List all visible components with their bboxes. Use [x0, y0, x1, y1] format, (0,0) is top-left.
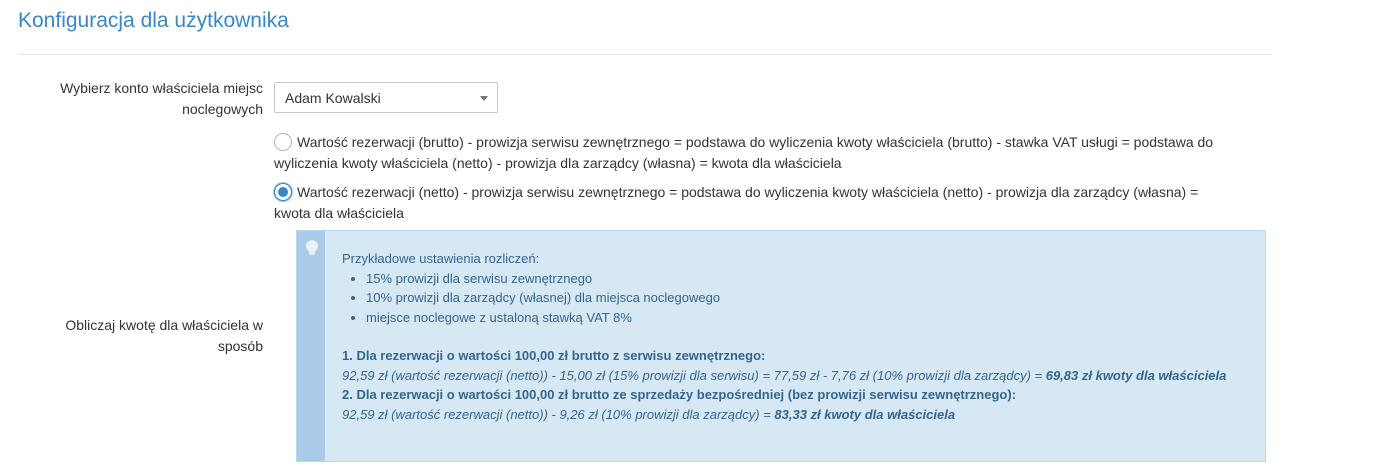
- example-1-calc-text: 92,59 zł (wartość rezerwacji (netto)) - 15,00 zł (15% prowizji dla serwisu) = 77,59 zł - 7,76 zł (10% prowizji dla zarządcy) =: [342, 367, 1046, 383]
- title-divider: [18, 54, 1272, 55]
- owner-select[interactable]: [274, 82, 498, 113]
- example-1-result: 69,83 zł kwoty dla właściciela: [1045, 367, 1227, 383]
- info-heading: Przykładowe ustawienia rozliczeń:: [342, 251, 540, 266]
- list-item: • 10% prowizji dla zarządcy (własnej) dla miejsca noclegowego: [366, 288, 1242, 308]
- list-item: • miejsce noclegowe z ustaloną stawką VAT 8%: [366, 308, 1242, 328]
- lightbulb-icon: [305, 240, 319, 260]
- example-2-title: 2. Dla rezerwacji o wartości 100,00 zł brutto ze sprzedaży bezpośredniej (bez prowizji serwisu zewnętrznego):: [342, 387, 1017, 402]
- example-2-calc-text: 92,59 zł (wartość rezerwacji (netto)) - 9,26 zł (10% prowizji dla zarządcy) =: [342, 406, 775, 422]
- example-2-calculation: [342, 405, 1242, 425]
- example-1-title: 1. Dla rezerwacji o wartości 100,00 zł brutto z serwisu zewnętrznego:: [342, 348, 766, 363]
- calc-option-brutto[interactable]: [274, 132, 1234, 174]
- calc-option-brutto-label: Wartość rezerwacji (brutto) - prowizja serwisu zewnętrznego = podstawa do wyliczenia kwoty właściciela (brutto) - stawka VAT usługi = podstawa do wyliczenia kwoty właściciela (netto) - prowizja dla zarządcy (własna) = kwota dla właściciela: [274, 134, 1214, 171]
- list-item: • 15% prowizji dla serwisu zewnętrznego: [366, 269, 1242, 289]
- info-icon-bar: [297, 231, 325, 461]
- calc-option-netto[interactable]: [274, 182, 1234, 224]
- owner-select-value: Adam Kowalski: [285, 90, 381, 106]
- chevron-down-icon: [480, 96, 488, 101]
- info-box: [296, 230, 1266, 462]
- owner-select-label: Wybierz konto właściciela miejsc noclegowych: [60, 80, 263, 117]
- info-bullets: [342, 269, 1242, 328]
- radio-netto[interactable]: [274, 183, 292, 201]
- example-2-result: 83,33 zł kwoty dla właściciela: [774, 406, 956, 422]
- page-title: Konfiguracja dla użytkownika: [18, 9, 289, 32]
- calc-method-label: Obliczaj kwotę dla właściciela w sposób: [65, 317, 263, 354]
- calc-option-netto-label: Wartość rezerwacji (netto) - prowizja serwisu zewnętrznego = podstawa do wyliczenia kwoty właściciela (netto) - prowizja dla zarządcy (własna) = kwota dla właściciela: [274, 184, 1199, 221]
- info-content: [342, 249, 1242, 424]
- radio-brutto[interactable]: [274, 133, 292, 151]
- example-1-calculation: [342, 366, 1242, 386]
